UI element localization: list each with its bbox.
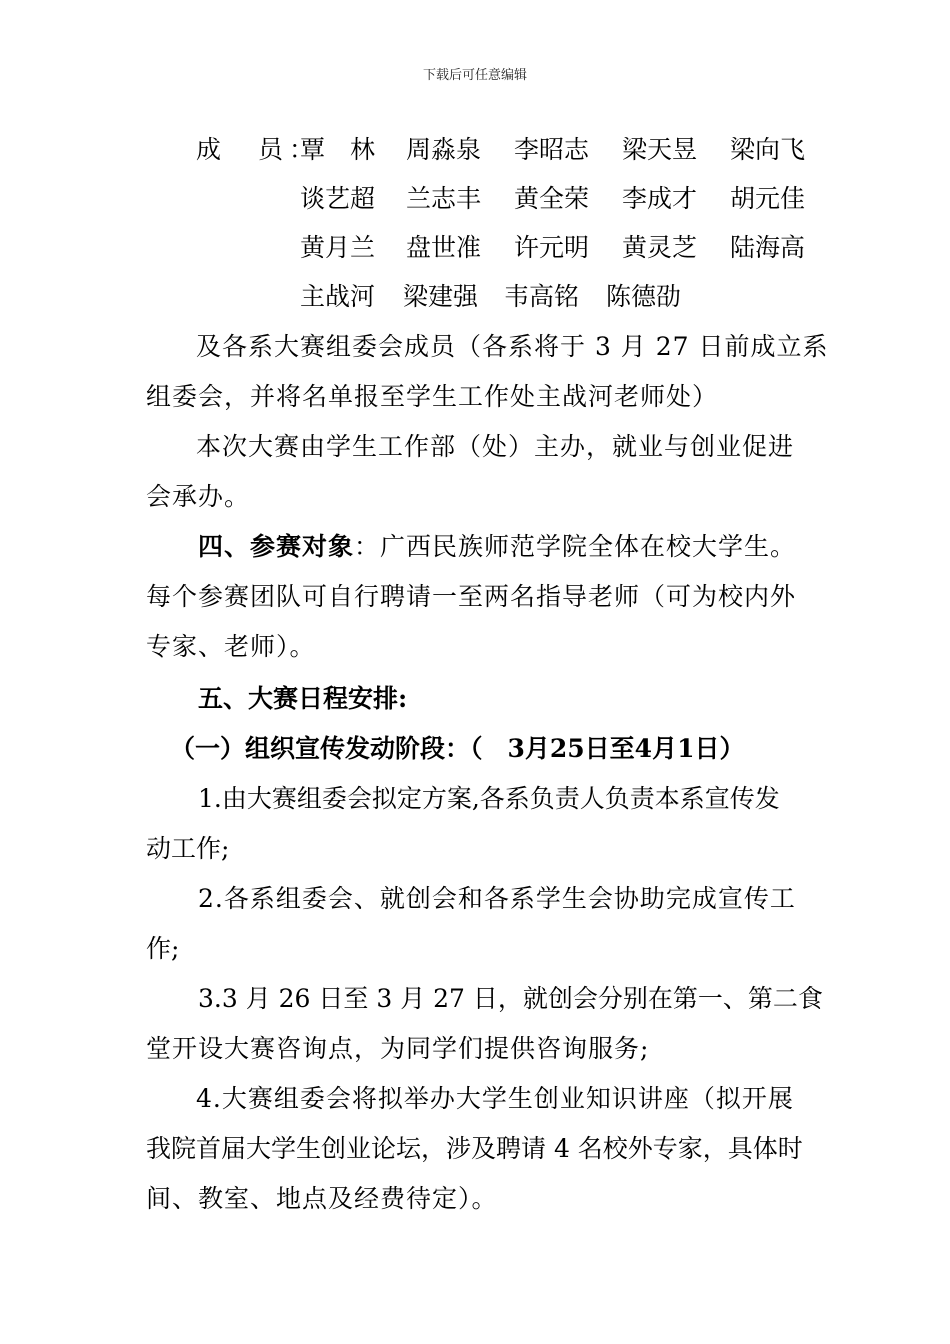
- item-2-line-2: 作;: [146, 934, 180, 963]
- member-name: 陆海高: [730, 233, 806, 262]
- item-2-line-1: 2.各系组委会、就创会和各系学生会协助完成宣传工: [198, 884, 796, 913]
- organizer-line-2: 会承办。: [146, 482, 251, 511]
- member-name: 黄全荣: [514, 184, 590, 213]
- section-4-title: 四、参赛对象: [198, 532, 355, 561]
- section-5-title: 五、大赛日程安排:: [198, 684, 408, 713]
- member-name: 覃 林: [300, 135, 376, 164]
- member-name: 主战河: [300, 282, 376, 311]
- item-4-line-3: 间、教室、地点及经费待定）。: [146, 1184, 498, 1213]
- member-name: 盘世准: [406, 233, 482, 262]
- members-label: 成 员：: [196, 135, 321, 164]
- section-4-line-1: [198, 530, 796, 564]
- section-4-text: ：广西民族师范学院全体在校大学生。: [354, 532, 797, 561]
- member-name: 陈德劭: [606, 282, 682, 311]
- member-name: 梁天昱: [622, 135, 698, 164]
- page-header: 下载后可任意编辑: [422, 68, 527, 83]
- member-name: 黄灵芝: [622, 233, 698, 262]
- member-name: 李成才: [622, 184, 698, 213]
- member-name: 黄月兰: [300, 233, 376, 262]
- member-name: 梁建强: [403, 282, 479, 311]
- member-name: 胡元佳: [730, 184, 806, 213]
- item-4-line-1: 4.大赛组委会将拟举办大学生创业知识讲座（拟开展: [196, 1084, 794, 1113]
- section-4-line-2: 每个参赛团队可自行聘请一至两名指导老师（可为校内外: [146, 582, 797, 611]
- member-name: 谈艺超: [300, 184, 376, 213]
- organizer-line-1: 本次大赛由学生工作部（处）主办，就业与创业促进: [196, 432, 795, 461]
- committee-line-1: 及各系大赛组委会成员（各系将于 3 月 27 日前成立系: [196, 332, 829, 361]
- item-1-line-2: 动工作;: [146, 834, 230, 863]
- section-4-line-3: 专家、老师）。: [146, 632, 316, 661]
- member-name: 韦高铭: [504, 282, 580, 311]
- member-name: 周淼泉: [406, 135, 482, 164]
- member-name: 兰志丰: [406, 184, 482, 213]
- item-1-line-1: 1.由大赛组委会拟定方案,各系负责人负责本系宣传发: [198, 784, 780, 813]
- item-3-line-2: 堂开设大赛咨询点，为同学们提供咨询服务;: [146, 1034, 650, 1063]
- item-4-line-2: 我院首届大学生创业论坛，涉及聘请 4 名校外专家，具体时: [146, 1134, 803, 1163]
- member-name: 梁向飞: [730, 135, 806, 164]
- item-3-line-1: 3.3 月 26 日至 3 月 27 日，就创会分别在第一、第二食: [198, 984, 823, 1013]
- committee-line-2: 组委会，并将名单报至学生工作处主战河老师处）: [146, 382, 719, 411]
- stage-1-title: （一）组织宣传发动阶段：（ 3月25日至4月1日）: [170, 734, 745, 763]
- member-name: 李昭志: [514, 135, 590, 164]
- member-name: 许元明: [514, 233, 590, 262]
